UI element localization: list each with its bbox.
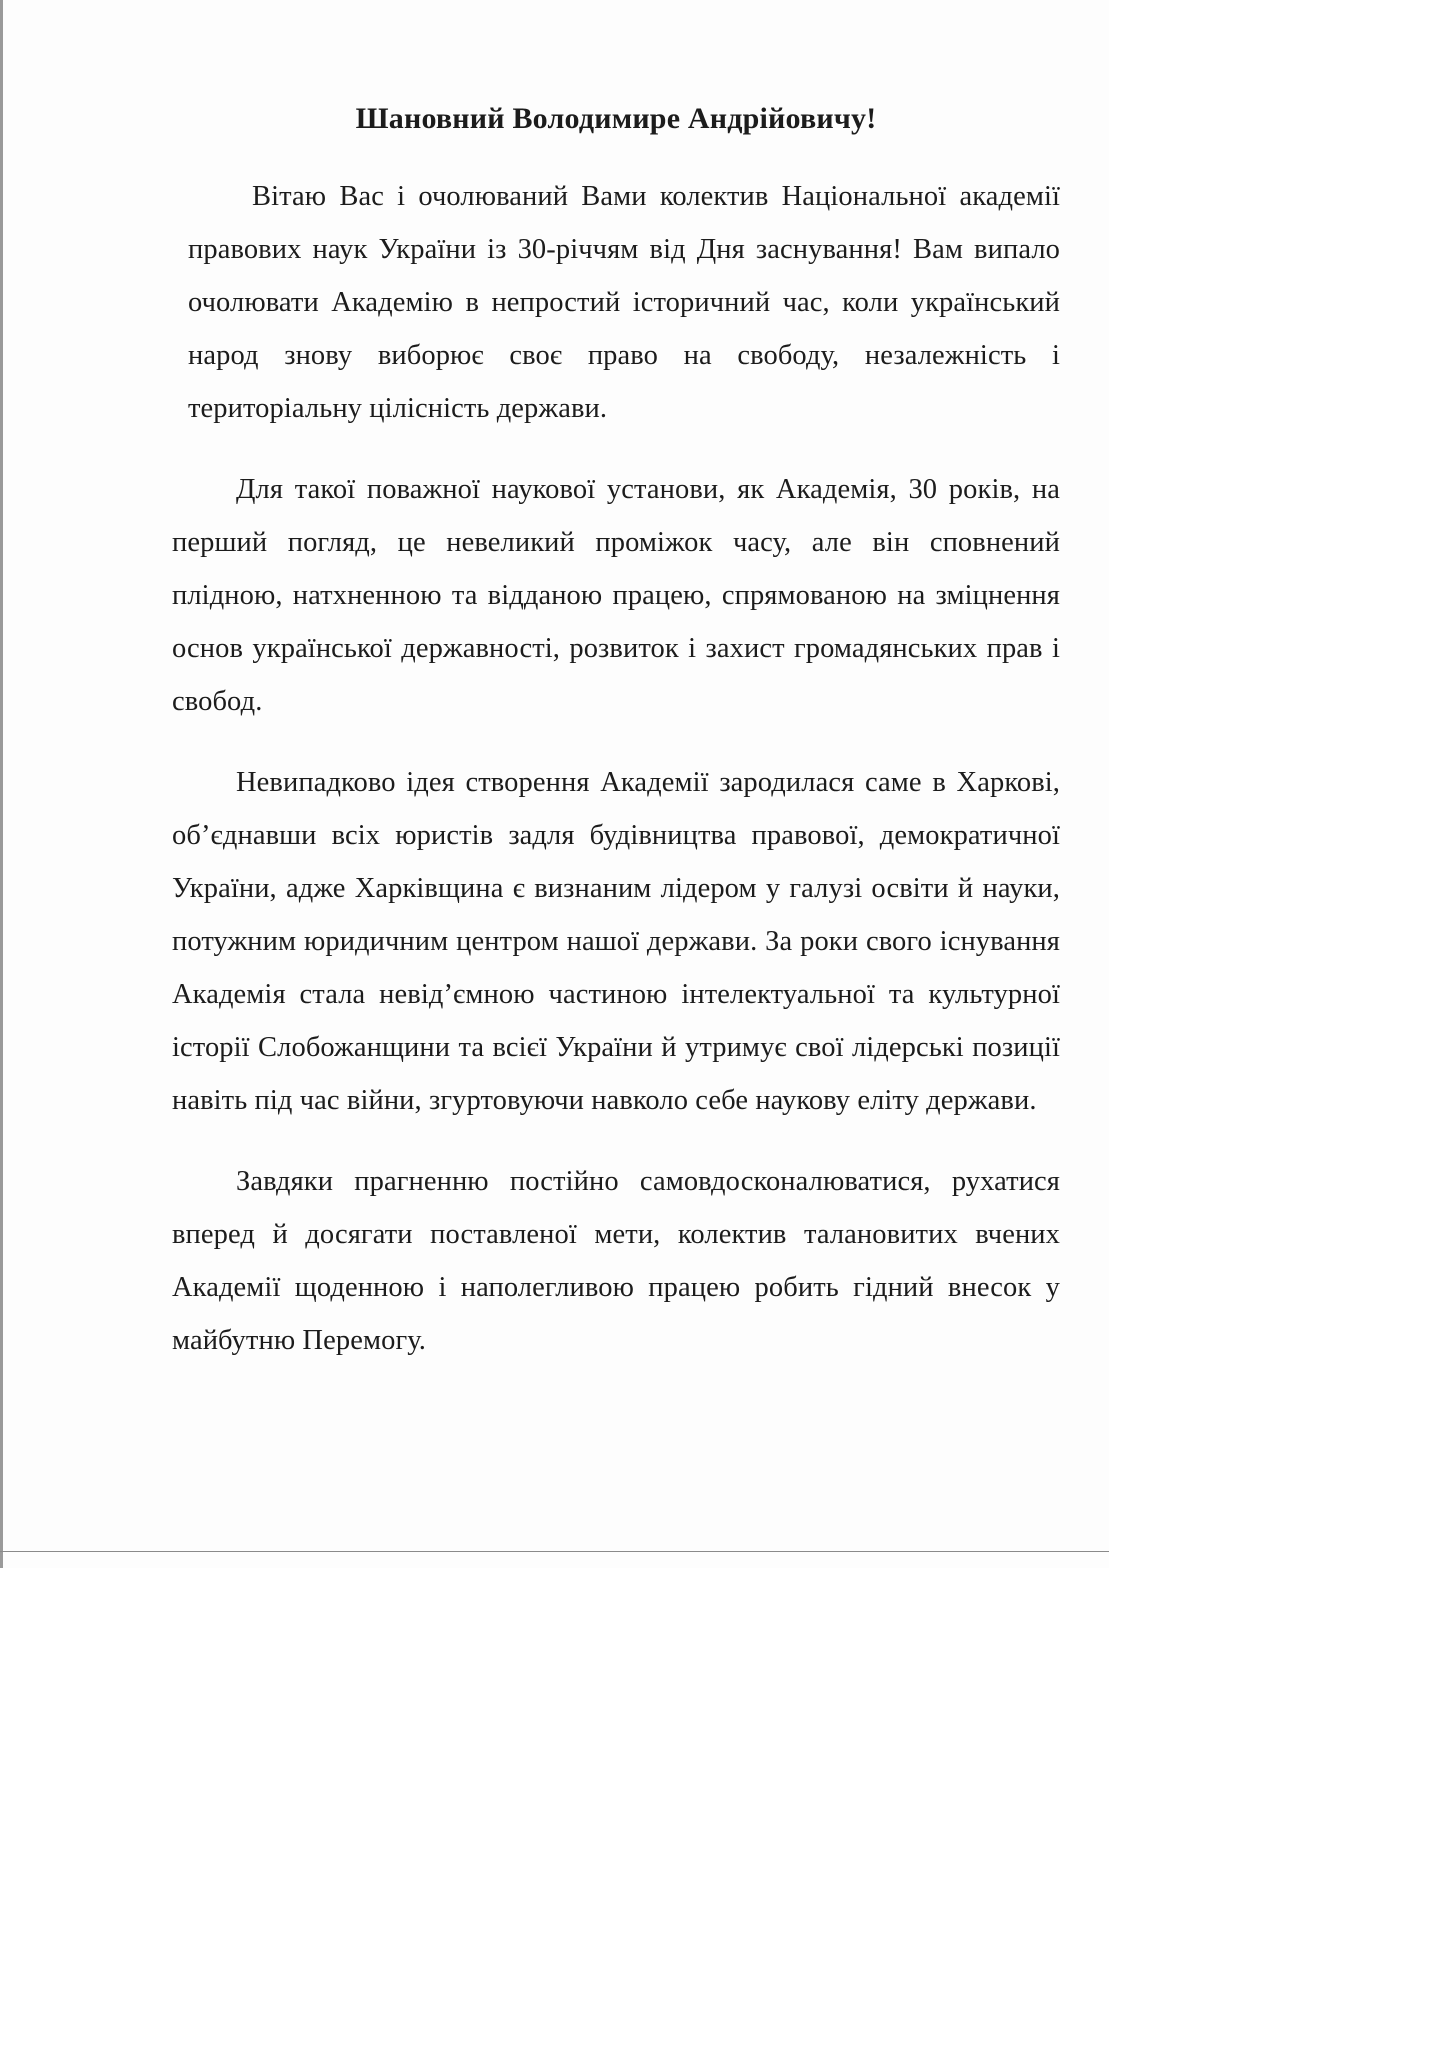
letter-paragraph-4: Завдяки прагненню постійно самовдосконалюватися, рухатися вперед й досягати поставленої мети, колектив талановитих вчених Академії щоденною і наполегливою працею робить гідний внесок у майбутню Перемогу.	[172, 1166, 1060, 1356]
letter-paragraph-2: Для такої поважної наукової установи, як Академія, 30 років, на перший погляд, це невеликий проміжок часу, але він сповнений плідною, натхненною та відданою працею, спрямованою на зміцнення основ української державності, розвиток і захист громадянських прав і свобод.	[172, 474, 1060, 717]
letter-paragraph-3: Невипадково ідея створення Академії зародилася саме в Харкові, об’єднавши всіх юристів задля будівництва правової, демократичної України, адже Харківщина є визнаним лідером у галузі освіти й науки, потужним юридичним центром нашої держави. За роки свого існування Академія стала невід’ємною частиною інтелектуальної та культурної історії Слобожанщини та всієї України й утримує свої лідерські позиції навіть під час війни, згуртовуючи навколо себе наукову еліту держави.	[172, 767, 1060, 1116]
letter-paragraph-1: Вітаю Вас і очолюваний Вами колектив Національної академії правових наук України із 30-річчям від Дня заснування! Вам випало очолювати Академію в непростий історичний час, коли український народ знову виборює своє право на свободу, незалежність і територіальну цілісність держави.	[188, 181, 1060, 424]
scan-edge-shadow	[0, 0, 3, 1568]
scan-bottom-edge	[0, 1551, 1109, 1552]
letter-body	[172, 90, 1060, 1395]
letter-salutation: Шановний Володимире Андрійовичу!	[355, 102, 877, 135]
